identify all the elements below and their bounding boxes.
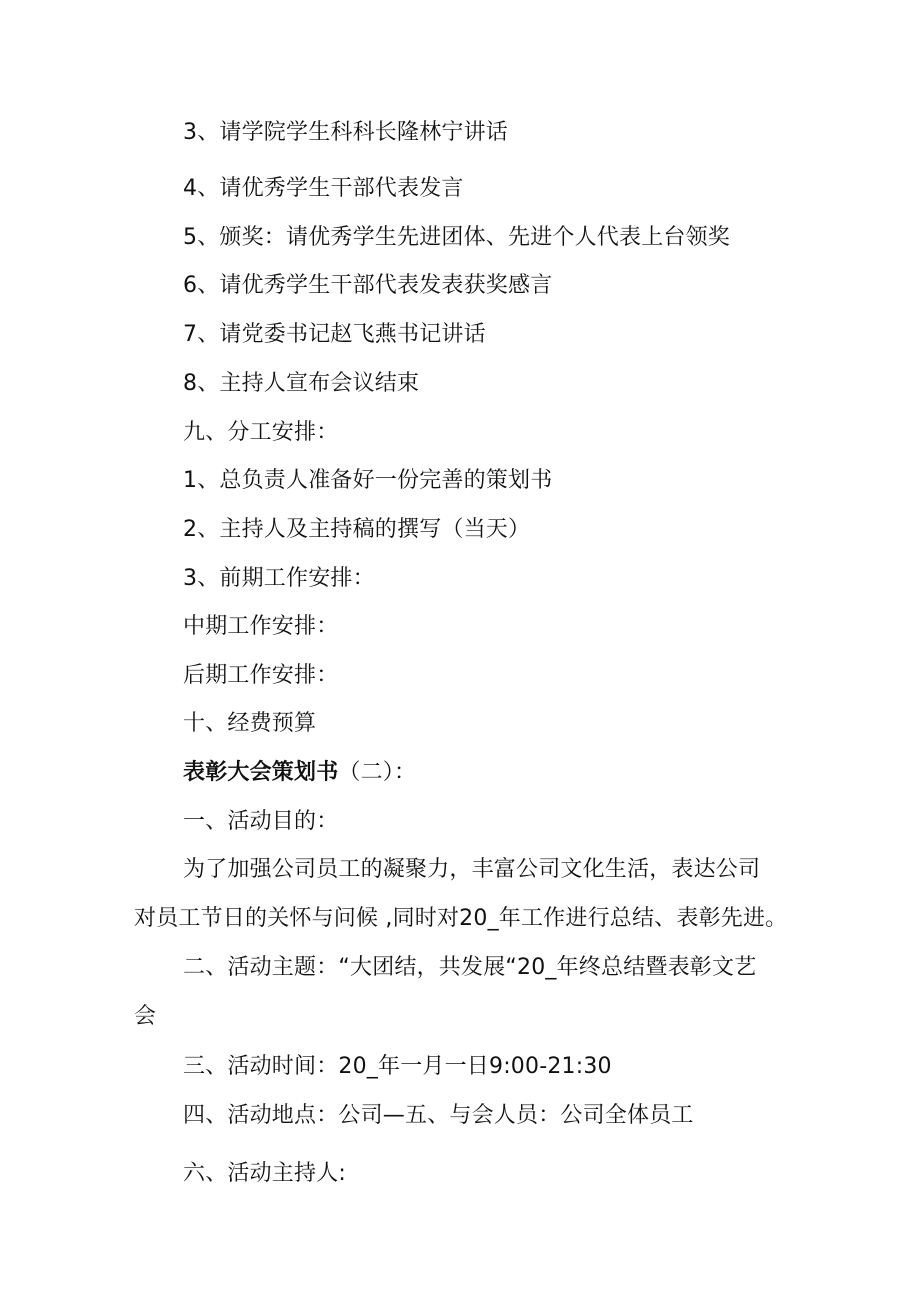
- mid-phase-line: 中期工作安排：: [183, 614, 339, 639]
- document-title: [183, 758, 416, 788]
- theme-line: 二、活动主题：“大团结，共发展“20_年终总结暨表彰文艺: [183, 955, 757, 980]
- agenda-item-6: 6、请优秀学生干部代表发表获奖感言: [183, 273, 553, 298]
- purpose-paragraph-line-1: 为了加强公司员工的凝聚力，丰富公司文化生活，表达公司: [183, 857, 761, 882]
- late-phase-line: 后期工作安排：: [183, 663, 339, 688]
- task-item-2: 2、主持人及主持稿的撰写（当天）: [183, 517, 531, 542]
- section-heading-9: 九、分工安排：: [183, 420, 339, 445]
- host-line: 六、活动主持人:: [183, 1161, 347, 1186]
- task-item-3: 3、前期工作安排：: [183, 566, 375, 591]
- agenda-item-3: 3、请学院学生科科长隆林宁讲话: [183, 120, 508, 145]
- document-title-main: 表彰大会策划书: [183, 760, 339, 785]
- agenda-item-8: 8、主持人宣布会议结束: [183, 371, 420, 396]
- purpose-heading: 一、活动目的：: [183, 809, 339, 834]
- section-heading-10: 十、经费预算: [183, 711, 317, 736]
- agenda-item-7: 7、请党委书记赵飞燕书记讲话: [183, 322, 486, 347]
- agenda-item-5: 5、颁奖：请优秀学生先进团体、先进个人代表上台领奖: [183, 225, 730, 250]
- document-title-suffix: （二）：: [338, 760, 417, 785]
- location-attendees-line: 四、活动地点：公司—五、与会人员：公司全体员工: [183, 1103, 694, 1128]
- task-item-1: 1、总负责人准备好一份完善的策划书: [183, 468, 553, 493]
- purpose-paragraph-line-2: 对员工节日的关怀与问候 ,同时对20_年工作进行总结、表彰先进。: [134, 906, 788, 931]
- time-line: 三、活动时间：20_年一月一日9:00-21:30: [183, 1054, 612, 1079]
- theme-line-continued: 会: [134, 1004, 157, 1029]
- agenda-item-4: 4、请优秀学生干部代表发言: [183, 176, 464, 201]
